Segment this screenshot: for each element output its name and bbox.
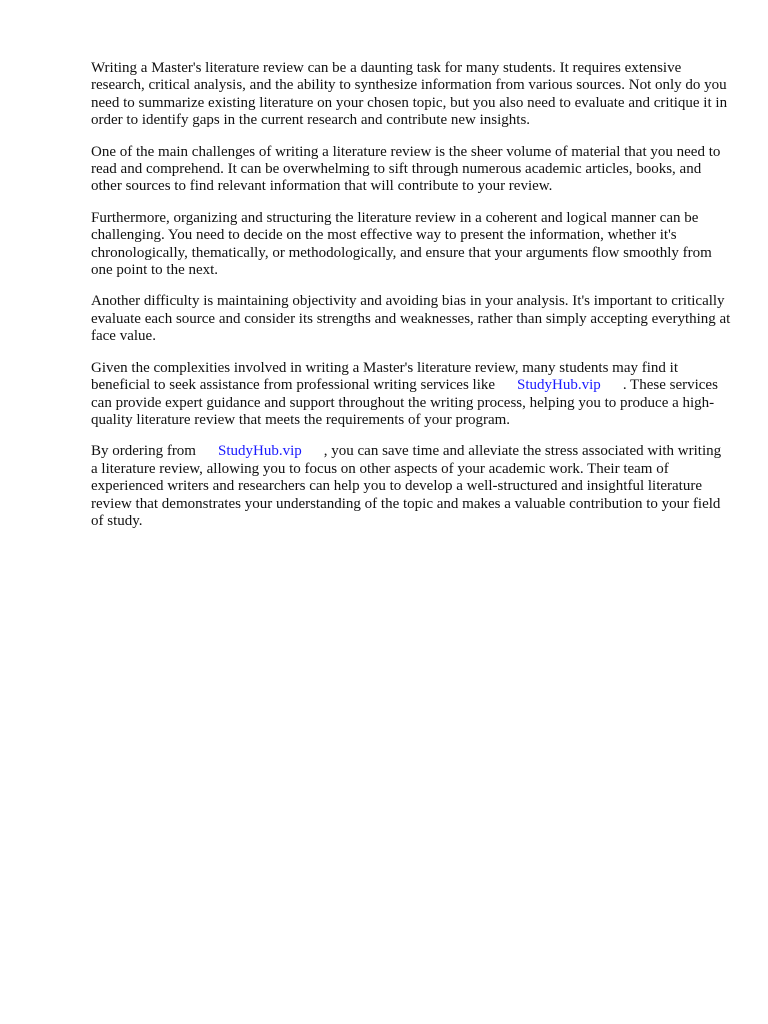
paragraph-assistance [91, 360, 731, 430]
paragraph-assistance-text-after: . These services can provide expert guidance and support throughout the writing process, helping you to produce a high-quality literature review that meets the requirements of your program. [91, 377, 718, 428]
paragraph-ordering-text-after: , you can save time and alleviate the stress associated with writing a literature review, allowing you to focus on other aspects of your academic work. Their team of experienced writers and researchers can help you to develop a well-structured and insightful literature review that demonstrates your understanding of the topic and makes a valuable contribution to your field of study. [91, 443, 722, 529]
paragraph-objectivity: Another difficulty is maintaining objectivity and avoiding bias in your analysis. It's important to critically evaluate each source and consider its strengths and weaknesses, rather than simply accepting everything at face value. [91, 293, 731, 345]
paragraph-organizing: Furthermore, organizing and structuring the literature review in a coherent and logical manner can be challenging. You need to decide on the most effective way to present the information, whether it's chronologically, thematically, or methodologically, and ensure that your arguments flow smoothly from one point to the next. [91, 209, 712, 279]
studyhub-link[interactable]: StudyHub.vip [517, 377, 601, 394]
document-body [91, 60, 731, 544]
studyhub-link[interactable]: StudyHub.vip [217, 443, 302, 460]
paragraph-challenges: One of the main challenges of writing a literature review is the sheer volume of material that you need to read and comprehend. It can be overwhelming to sift through numerous academic articles, books, and other sources to find relevant information that will contribute to your review. [91, 143, 721, 195]
paragraph-ordering-text-before: By ordering from [91, 443, 196, 460]
paragraph-assistance-text-before: Given the complexities involved in writing a Master's literature review, many students may find it beneficial to seek assistance from professional writing services like [91, 359, 679, 394]
paragraph-ordering [91, 443, 731, 530]
paragraph-intro: Writing a Master's literature review can be a daunting task for many students. It requires extensive research, critical analysis, and the ability to synthesize information from various sources. Not only do you need to summarize existing literature on your chosen topic, but you also need to evaluate and critique it in order to identify gaps in the current research and contribute new insights. [91, 60, 728, 129]
